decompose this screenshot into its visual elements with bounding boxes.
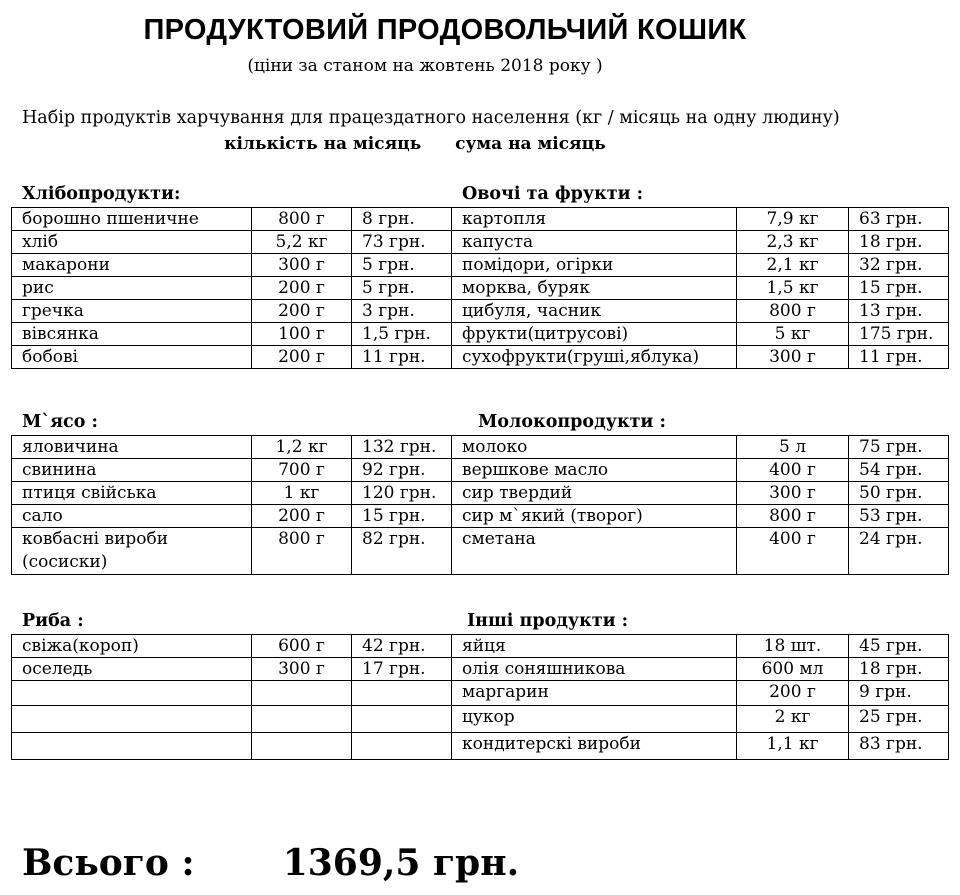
price-cell: 50 грн. [849,482,949,505]
quantity-cell: 400 г [737,528,849,575]
product-name-cell: оселедь [12,658,252,681]
price-cell: 45 грн. [849,635,949,658]
quantity-cell [252,681,352,706]
table-row [12,733,949,760]
product-name-cell: картопля [452,208,737,231]
total-label: Всього : [22,842,195,884]
quantity-cell: 300 г [252,658,352,681]
price-cell: 15 грн. [352,505,452,528]
total-value: 1369,5 грн. [282,842,520,884]
table-row [12,635,949,658]
price-cell: 63 грн. [849,208,949,231]
quantity-cell: 2,3 кг [737,231,849,254]
price-cell [352,681,452,706]
product-name-cell: яйця [452,635,737,658]
product-name-cell: ковбасні вироби (сосиски) [12,528,252,575]
table-row [12,346,949,369]
quantity-cell: 200 г [252,277,352,300]
table-row [12,254,949,277]
product-name-cell [12,706,252,733]
price-cell: 9 грн. [849,681,949,706]
price-cell: 18 грн. [849,658,949,681]
price-cell: 1,5 грн. [352,323,452,346]
quantity-cell: 5 кг [737,323,849,346]
price-cell: 83 грн. [849,733,949,760]
quantity-cell [252,706,352,733]
product-name-cell: макарони [12,254,252,277]
price-cell: 53 грн. [849,505,949,528]
table-row [12,208,949,231]
product-name-cell: морква, буряк [452,277,737,300]
price-cell: 25 грн. [849,706,949,733]
quantity-cell: 600 г [252,635,352,658]
price-cell: 5 грн. [352,254,452,277]
price-cell: 15 грн. [849,277,949,300]
table-row [12,459,949,482]
price-cell: 32 грн. [849,254,949,277]
quantity-cell: 200 г [252,346,352,369]
quantity-cell: 400 г [737,459,849,482]
table-fish-other [11,634,949,760]
table-row [12,436,949,459]
table-row [12,277,949,300]
product-name-cell: маргарин [452,681,737,706]
quantity-cell: 300 г [737,346,849,369]
total-line [22,842,519,884]
product-name-cell: цукор [452,706,737,733]
product-name-cell: гречка [12,300,252,323]
sum-header: сума на місяць [455,134,606,154]
product-name-cell: свіжа(короп) [12,635,252,658]
section-title-dairy: Молокопродукти : [478,412,666,432]
price-cell: 92 грн. [352,459,452,482]
price-cell: 18 грн. [849,231,949,254]
price-cell: 17 грн. [352,658,452,681]
product-name-cell: молоко [452,436,737,459]
product-name-cell [12,733,252,760]
product-name-cell: помідори, огірки [452,254,737,277]
price-cell: 82 грн. [352,528,452,575]
quantity-cell: 100 г [252,323,352,346]
price-cell: 5 грн. [352,277,452,300]
table-row [12,681,949,706]
product-name-cell: капуста [452,231,737,254]
quantity-cell: 800 г [252,528,352,575]
column-headers [0,134,830,154]
price-cell [352,733,452,760]
table-row [12,482,949,505]
product-name-cell: фрукти(цитрусові) [452,323,737,346]
section-title-bread: Хлібопродукти: [22,184,181,204]
product-name-cell: борошно пшеничне [12,208,252,231]
table-row [12,706,949,733]
quantity-cell: 1 кг [252,482,352,505]
quantity-cell: 5 л [737,436,849,459]
product-name-cell: яловичина [12,436,252,459]
quantity-cell: 7,9 кг [737,208,849,231]
quantity-cell: 200 г [737,681,849,706]
page-title: ПРОДУКТОВИЙ ПРОДОВОЛЬЧИЙ КОШИК [143,14,747,46]
product-name-cell: сухофрукти(груші,яблука) [452,346,737,369]
price-cell: 11 грн. [352,346,452,369]
price-cell: 11 грн. [849,346,949,369]
quantity-cell: 5,2 кг [252,231,352,254]
quantity-cell: 1,5 кг [737,277,849,300]
table-bread-vegetables [11,207,949,369]
quantity-cell: 800 г [737,300,849,323]
price-cell: 73 грн. [352,231,452,254]
quantity-cell: 800 г [252,208,352,231]
table-row [12,300,949,323]
price-cell: 175 грн. [849,323,949,346]
price-cell [352,706,452,733]
product-name-cell: олія соняшникова [452,658,737,681]
quantity-cell: 1,1 кг [737,733,849,760]
product-name-cell: сир твердий [452,482,737,505]
section-title-other: Інші продукти : [467,611,629,631]
price-cell: 120 грн. [352,482,452,505]
quantity-cell: 18 шт. [737,635,849,658]
quantity-cell: 800 г [737,505,849,528]
product-name-cell: кондитерскі вироби [452,733,737,760]
price-cell: 54 грн. [849,459,949,482]
product-name-cell: хліб [12,231,252,254]
price-cell: 13 грн. [849,300,949,323]
section-title-vegetables: Овочі та фрукти : [462,184,644,204]
quantity-cell: 200 г [252,505,352,528]
product-name-cell: бобові [12,346,252,369]
price-cell: 3 грн. [352,300,452,323]
quantity-cell: 2,1 кг [737,254,849,277]
price-cell: 24 грн. [849,528,949,575]
quantity-header: кількість на місяць [224,134,422,154]
product-name-cell [12,681,252,706]
quantity-cell: 1,2 кг [252,436,352,459]
quantity-cell: 300 г [252,254,352,277]
intro-text: Набір продуктів харчування для працездатного населення (кг / місяць на одну людину) [22,108,840,128]
table-row [12,505,949,528]
quantity-cell: 600 мл [737,658,849,681]
section-title-fish: Риба : [22,611,84,631]
section-title-meat: М`ясо : [22,412,98,432]
table-row [12,658,949,681]
price-cell: 132 грн. [352,436,452,459]
product-name-cell: вершкове масло [452,459,737,482]
product-name-cell: сало [12,505,252,528]
quantity-cell: 300 г [737,482,849,505]
product-name-cell: рис [12,277,252,300]
quantity-cell [252,733,352,760]
product-name-cell: сир м`який (творог) [452,505,737,528]
product-name-cell: цибуля, часник [452,300,737,323]
page-subtitle: (ціни за станом на жовтень 2018 року ) [247,56,603,76]
product-name-cell: вівсянка [12,323,252,346]
product-name-cell: свинина [12,459,252,482]
table-meat-dairy [11,435,949,575]
product-name-cell: сметана [452,528,737,575]
price-cell: 75 грн. [849,436,949,459]
table-row [12,528,949,575]
quantity-cell: 700 г [252,459,352,482]
price-cell: 42 грн. [352,635,452,658]
table-row [12,323,949,346]
price-cell: 8 грн. [352,208,452,231]
quantity-cell: 200 г [252,300,352,323]
product-name-cell: птиця свійська [12,482,252,505]
table-row [12,231,949,254]
quantity-cell: 2 кг [737,706,849,733]
